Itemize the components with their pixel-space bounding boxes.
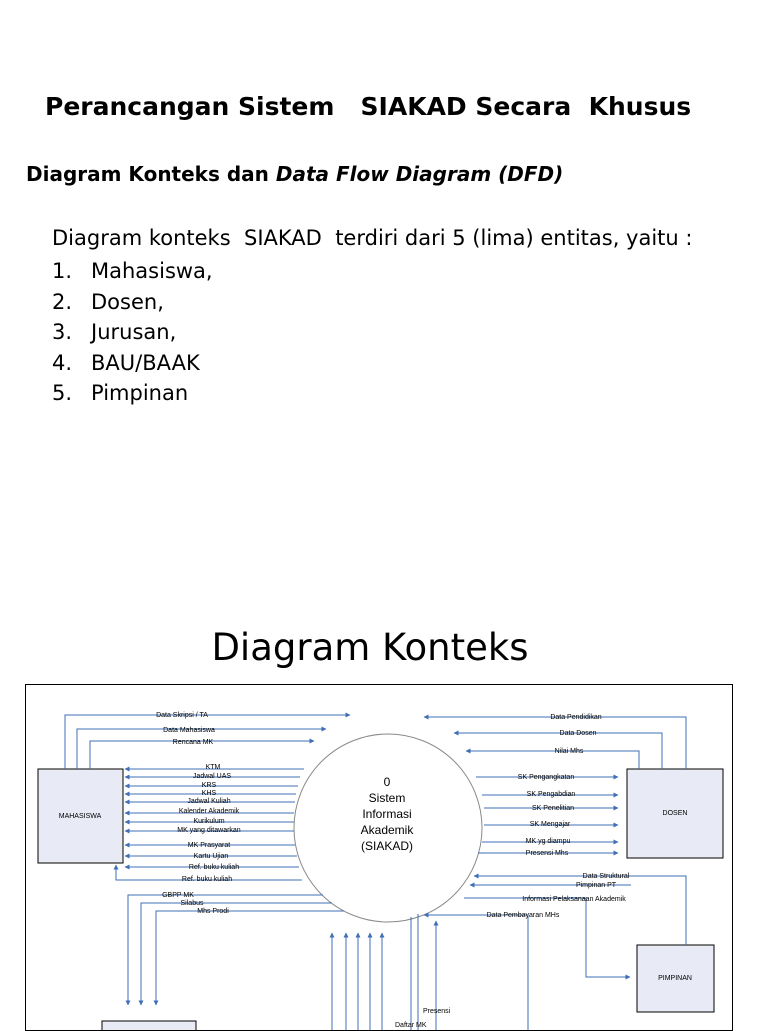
flow-label-kalender-akademik: Kalender Akademik <box>178 808 240 815</box>
flow-data-mahasiswa <box>77 729 326 769</box>
flow-data-pendidikan <box>424 717 686 769</box>
flow-label-kurikulum: Kurikulum <box>193 818 225 825</box>
list-text: Dosen, <box>91 289 164 314</box>
list-text: Jurusan, <box>91 320 177 345</box>
flow-label-presensi-mhs: Presensi Mhs <box>525 850 569 857</box>
list-text: Pimpinan <box>91 381 189 406</box>
process-number: 0 <box>383 775 391 789</box>
process-name-3: Akademik <box>360 823 414 837</box>
subtitle-plain: Diagram Konteks dan <box>26 162 276 186</box>
flow-label-data-struktural: Data Struktural <box>582 873 630 880</box>
flow-label-ref-buku-1: Ref. buku kuliah <box>188 864 240 871</box>
list-item <box>52 378 213 409</box>
intro-text: Diagram konteks SIAKAD terdiri dari 5 (lima) entitas, yaitu : <box>52 226 693 250</box>
slide-title: Perancangan Sistem SIAKAD Secara Khusus <box>45 92 692 121</box>
entity-mahasiswa-label: MAHASISWA <box>58 813 102 820</box>
flow-mhs-prodi <box>156 911 344 1005</box>
list-number: 1. <box>52 259 73 283</box>
list-number: 4. <box>52 350 73 375</box>
entity-jurusan-box <box>102 1021 196 1030</box>
flow-label-sk-pengangkatan: SK Pengangkatan <box>517 774 575 781</box>
list-text: BAU/BAAK <box>91 350 200 375</box>
list-number: 2. <box>52 289 73 314</box>
context-diagram-svg <box>26 685 732 1030</box>
flow-label-jadwal-kuliah: Jadwal Kuliah <box>187 798 231 805</box>
flow-informasi-pelaksanaan <box>464 898 630 977</box>
flow-label-data-pendidikan: Data Pendidikan <box>550 714 602 721</box>
section-title: Diagram Konteks <box>211 626 529 669</box>
process-name-2: Informasi <box>362 807 412 821</box>
flow-label-rencana-mk: Rencana MK <box>172 739 214 746</box>
flow-label-data-mahasiswa: Data Mahasiswa <box>163 727 215 734</box>
flow-label-ref-buku-2: Ref. buku kuliah <box>181 876 233 883</box>
flow-label-mk-diampu: MK yg diampu <box>525 838 571 845</box>
flow-label-gbpp-mk: GBPP MK <box>162 892 194 899</box>
flow-label-mk-prasyarat: MK Prasyarat <box>187 842 231 849</box>
flow-label-nilai-mhs: Nilai Mhs <box>554 748 584 755</box>
flow-label-sk-penelitian: SK Penelitian <box>531 805 575 812</box>
flow-label-sk-pengabdian: SK Pengabdian <box>526 791 576 798</box>
flow-label-informasi-pelaksanaan: Informasi Pelaksanaan Akademik <box>522 896 626 903</box>
list-item <box>52 348 213 379</box>
flow-silabus <box>141 903 332 1005</box>
subtitle-italic: Data Flow Diagram (DFD) <box>275 162 564 186</box>
flow-label-presensi: Presensi <box>423 1008 451 1015</box>
flow-nilai-mhs <box>466 751 639 769</box>
flow-label-ktm: KTM <box>205 764 221 771</box>
context-diagram <box>25 684 733 1031</box>
entity-pimpinan-label: PIMPINAN <box>658 975 692 982</box>
process-name-1: Sistem <box>368 791 406 805</box>
subtitle <box>26 162 563 186</box>
process-name-4: (SIAKAD) <box>360 839 414 853</box>
flow-label-kartu-ujian: Kartu Ujian <box>193 853 229 860</box>
entity-list <box>52 256 213 409</box>
entity-dosen-label: DOSEN <box>662 810 688 817</box>
flow-label-krs: KRS <box>201 782 217 789</box>
flow-label-daftar-mk: Daftar MK <box>395 1022 427 1029</box>
flow-label-pimpinan-pt: Pimpinan PT <box>575 882 617 889</box>
list-item <box>52 287 213 318</box>
flow-label-data-pembayaran: Data Pembayaran MHs <box>486 912 560 919</box>
flow-label-silabus: Silabus <box>180 900 204 907</box>
list-item <box>52 256 213 287</box>
flow-label-mk-ditawarkan: MK yang ditawarkan <box>177 827 241 834</box>
list-item <box>52 317 213 348</box>
list-text: Mahasiswa, <box>91 259 213 283</box>
list-number: 5. <box>52 381 73 406</box>
flow-label-data-dosen: Data Dosen <box>559 730 597 737</box>
list-number: 3. <box>52 320 73 345</box>
flow-label-sk-mengajar: SK Mengajar <box>529 821 571 828</box>
flow-label-data-skripsi: Data Skripsi / TA <box>156 712 208 719</box>
flow-label-khs: KHS <box>201 790 217 797</box>
flow-label-mhs-prodi: Mhs Prodi <box>197 908 229 915</box>
flow-label-jadwal-uas: Jadwal UAS <box>192 773 232 780</box>
